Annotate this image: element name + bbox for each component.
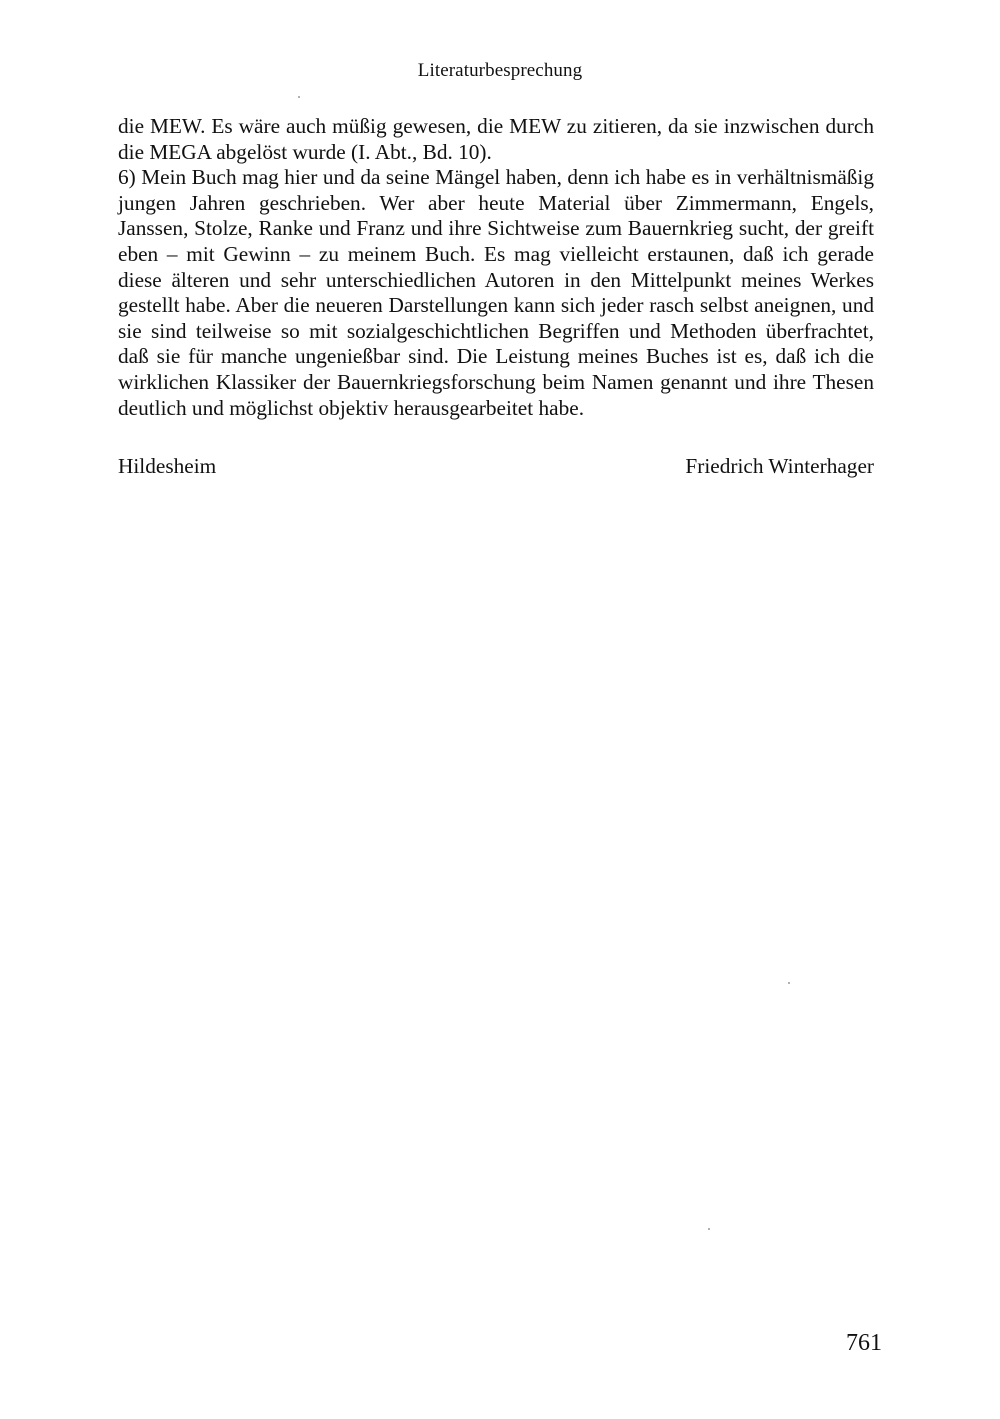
signature-place: Hildesheim [118,454,217,478]
scan-speck [708,1228,710,1230]
page-number: 761 [846,1330,882,1356]
letter-body [118,114,874,421]
running-header: Literaturbesprechung [417,60,583,81]
paragraph-1: die MEW. Es wäre auch müßig gewesen, die MEW zu zitieren, da sie inzwischen durch die MEGA abgelöst wurde (I. Abt., Bd. 10). [118,114,874,164]
scan-speck [788,982,790,984]
signature-author: Friedrich Winterhager [685,454,874,478]
scan-speck [298,96,300,98]
signature-line [118,454,874,480]
paragraph-2: 6) Mein Buch mag hier und da seine Mängel haben, denn ich habe es in verhältnismäßig jungen Jahren geschrieben. Wer aber heute Material über Zimmermann, Engels, Janssen, Stolze, Ranke und Franz und ihre Sichtweise zum Bauernkrieg sucht, der greift eben – mit Gewinn – zu meinem Buch. Es mag vielleicht erstaunen, daß ich gerade diese älteren und sehr unterschiedlichen Autoren in den Mittelpunkt meines Werkes gestellt habe. Aber die neueren Darstellungen kann sich jeder rasch selbst aneignen, und sie sind teilweise so mit sozialgeschichtlichen Begriffen und Methoden überfrachtet, daß sie für manche ungenießbar sind. Die Leistung meines Buches ist es, daß ich die wirklichen Klassiker der Bauernkriegsforschung beim Namen genannt und ihre Thesen deutlich und möglichst objektiv herausgearbeitet habe. [118,165,874,420]
